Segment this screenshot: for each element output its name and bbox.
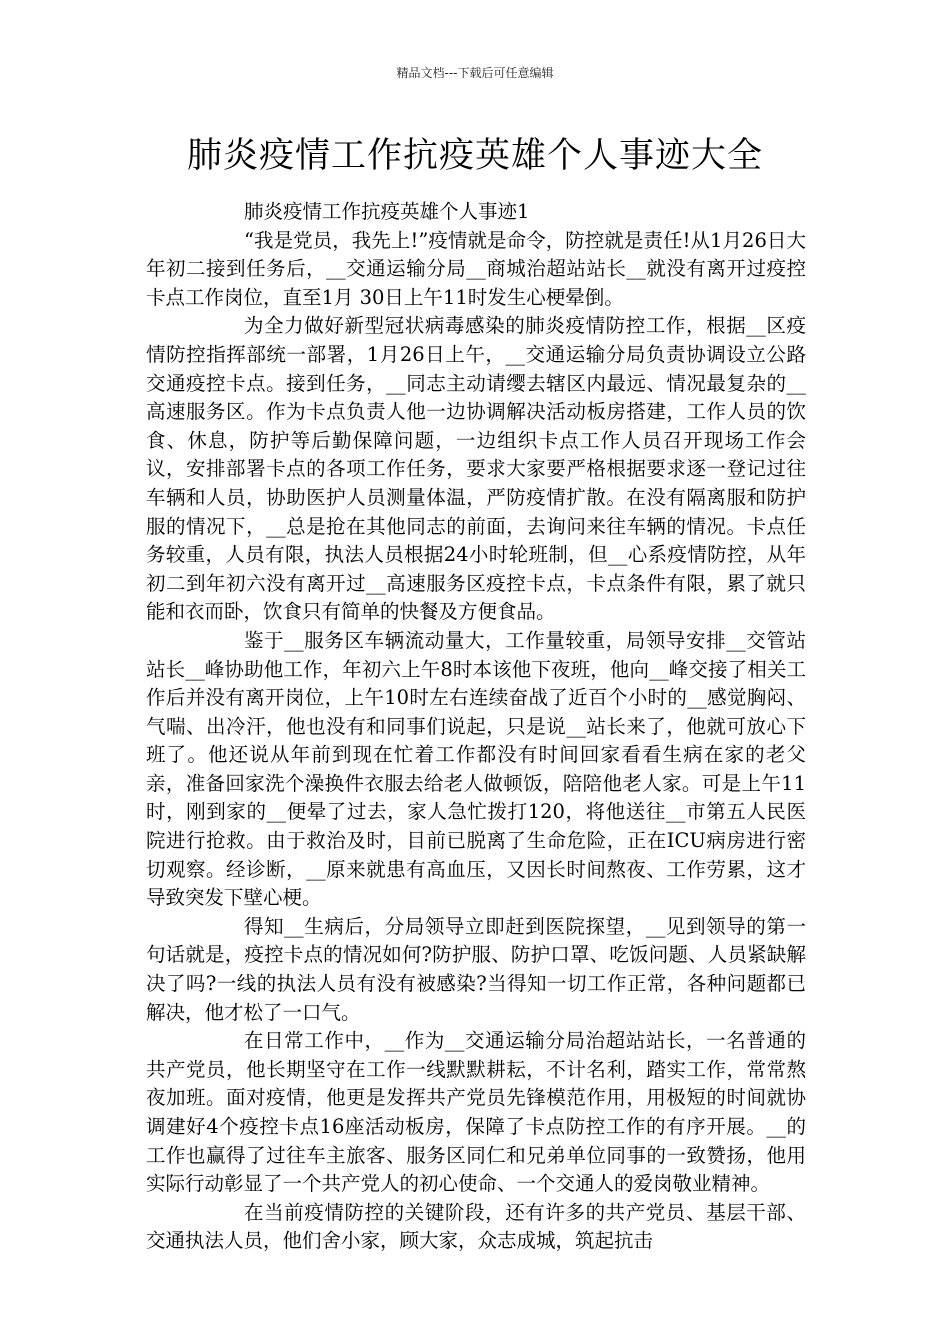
paragraph: 在日常工作中，__作为__交通运输分局治超站站长，一名普通的共产党员，他长期坚守在工作一线默默耕耘，不计名利，踏实工作，常常熬夜加班。面对疫情，他更是发挥共产党员先锋模范作用，用极短的时间就协调建好4个疫控卡点16座活动板房，保障了卡点防控工作的有序开展。__的工作也赢得了过往车主旅客、服务区同仁和兄弟单位同事的一致赞扬，他用实际行动彰显了一个共产党人的初心使命、一个交通人的爱岗敬业精神。 <box>146 1029 806 1196</box>
section-subtitle: 肺炎疫情工作抗疫英雄个人事迹1 <box>244 200 530 223</box>
paragraph: 鉴于__服务区车辆流动量大，工作量较重，局领导安排__交管站站长__峰协助他工作，年初六上午8时本该他下夜班，他向__峰交接了相关工作后并没有离开岗位，上午10时左右连续奋战了近百个小时的__感觉胸闷、气喘、出冷汗，他也没有和同事们说起，只是说__站长来了，他就可放心下班了。他还说从年前到现在忙着工作都没有时间回家看看生病在家的老父亲，准备回家洗个澡换件衣服去给老人做顿饭，陪陪他老人家。可是上午11时，刚到家的__便晕了过去，家人急忙拨打120，将他送往__市第五人民医院进行抢救。由于救治及时，目前已脱离了生命危险，正在ICU病房进行密切观察。经诊断，__原来就患有高血压，又因长时间熬夜、工作劳累，这才导致突发下壁心梗。 <box>146 628 806 910</box>
document-title: 肺炎疫情工作抗疫英雄个人事迹大全 <box>186 136 763 176</box>
paragraph: 为全力做好新型冠状病毒感染的肺炎疫情防控工作，根据__区疫情防控指挥部统一部署，1月26日上午，__交通运输分局负责协调设立公路交通疫控卡点。接到任务，__同志主动请缨去辖区内最远、情况最复杂的__高速服务区。作为卡点负责人他一边协调解决活动板房搭建，工作人员的饮食、休息，防护等后勤保障问题，一边组织卡点工作人员召开现场工作会议，安排部署卡点的各项工作任务，要求大家要严格根据要求逐一登记过往车辆和人员，协助医护人员测量体温，严防疫情扩散。在没有隔离服和防护服的情况下，__总是抢在其他同志的前面，去询问来往车辆的情况。卡点任务较重，人员有限，执法人员根据24小时轮班制，但__心系疫情防控，从年初二到年初六没有离开过__高速服务区疫控卡点，卡点条件有限，累了就只能和衣而卧，饮食只有简单的快餐及方便食品。 <box>146 314 806 624</box>
paragraph: 在当前疫情防控的关键阶段，还有许多的共产党员、基层干部、交通执法人员，他们舍小家，顾大家，众志成城，筑起抗击 <box>146 1200 806 1253</box>
page-header: 精品文档---下载后可任意编辑 <box>396 66 554 80</box>
document-body <box>146 198 806 1256</box>
paragraph: 得知__生病后，分局领导立即赶到医院探望，__见到领导的第一句话就是，疫控卡点的情况如何?防护服、防护口罩、吃饭问题、人员紧缺解决了吗?一线的执法人员有没有被感染?当得知一切工作正常，各种问题都已解决，他才松了一口气。 <box>146 914 806 1024</box>
paragraph: “我是党员，我先上!”疫情就是命令，防控就是责任!从1月26日大年初二接到任务后，__交通运输分局__商城治超站站长__就没有离开过疫控卡点工作岗位，直至1月 30日上午11时发生心梗晕倒。 <box>146 228 806 309</box>
